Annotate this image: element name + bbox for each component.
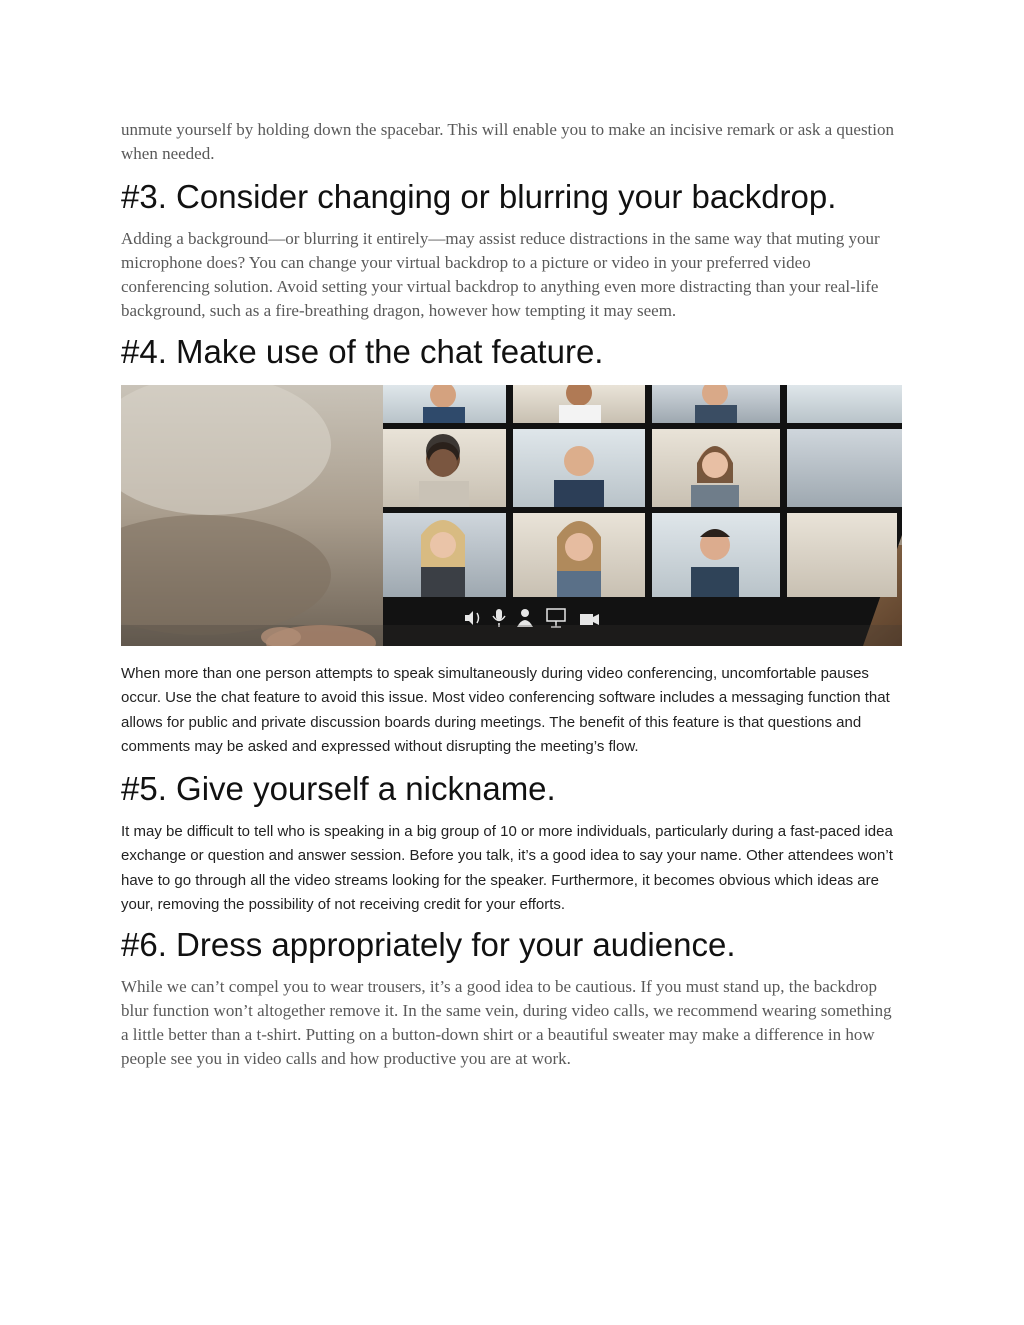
camera-icon [580,614,599,625]
intro-paragraph: unmute yourself by holding down the spacebar. This will enable you to make an incisive remark or ask a question when needed. [121,120,895,163]
heading-dress: #6. Dress appropriately for your audience. [121,926,736,964]
paragraph-nickname: It may be difficult to tell who is speaking in a big group of 10 or more individuals, particularly during a fast-paced idea exchange or question and answer session. Before you talk, it’s a good idea to say your name. Other attendees won’t have to go through all the video streams looking for the speaker. Furthermore, it becomes obvious which ideas are your, removing the possibility of not receiving credit for your efforts. [121,823,893,914]
heading-backdrop: #3. Consider changing or blurring your backdrop. [121,178,837,215]
video-conference-illustration [121,385,902,646]
heading-chat-feature: #4. Make use of the chat feature. [121,333,604,370]
paragraph-dress: While we can’t compel you to wear trousers, it’s a good idea to be cautious. If you must stand up, the backdrop blur function won’t altogether remove it. In the same vein, during video calls, we recommend wearing something a little better than a t-shirt. Putting on a button-down shirt or a beautiful sweater may make a difference in how people see you in video calls and how productive you are at work. [121,977,892,1069]
paragraph-backdrop: Adding a background—or blurring it entirely—may assist reduce distractions in the same way that muting your microphone does? You can change your virtual backdrop to a picture or video in your preferred video conferencing solution. Avoid setting your virtual backdrop to anything even more distracting than your real-life background, such as a fire-breathing dragon, however how tempting it may seem. [121,229,880,320]
paragraph-chat-feature: When more than one person attempts to speak simultaneously during video conferencing, uncomfortable pauses occur. Use the chat feature to avoid this issue. Most video conferencing software includes a messaging function that allows for public and private discussion boards during meetings. The benefit of this feature is that questions and comments may be asked and expressed without disrupting the meeting’s flow. [121,665,890,755]
heading-nickname: #5. Give yourself a nickname. [121,770,556,808]
video-conference-photo [121,385,902,646]
document-page [121,118,903,1071]
